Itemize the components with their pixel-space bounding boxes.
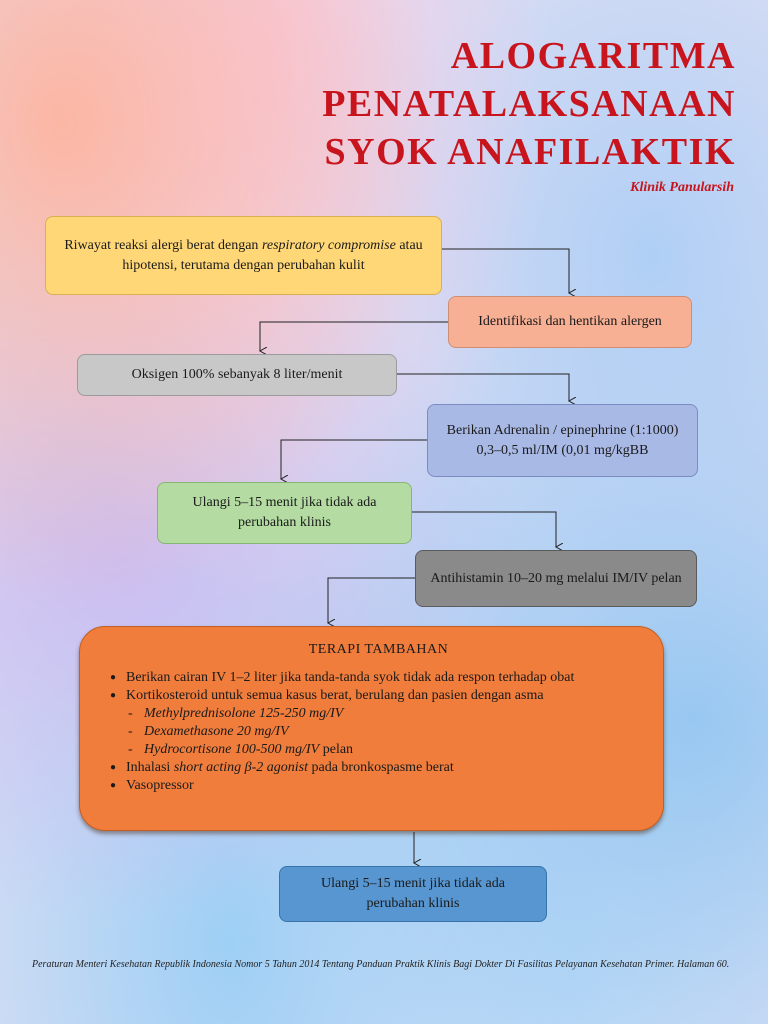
footer-citation: Peraturan Menteri Kesehatan Republik Indonesia Nomor 5 Tahun 2014 Tentang Panduan Praktik Klinis Bagi Dokter Di Fasilitas Pelayanan Kesehatan Primer. Halaman 60.: [32, 959, 730, 970]
therapy-item-corticosteroid: ● Kortikosteroid untuk semua kasus berat, berulang dan pasien dengan asma: [110, 687, 647, 705]
connector-6-7: [328, 578, 415, 623]
clinic-name: Klinik Panularsih: [630, 180, 734, 195]
therapy-sub3-drug: Hydrocortisone 100-500 mg/IV: [144, 742, 320, 757]
step-repeat-1: [157, 482, 412, 544]
connector-2-3: [260, 322, 448, 351]
step5-text: Ulangi 5–15 menit jika tidak ada perubahan klinis: [192, 495, 377, 530]
therapy-item-fluids: ● Berikan cairan IV 1–2 liter jika tanda-tanda syok tidak ada respon terhadap obat: [110, 669, 647, 687]
step1-text-post: atau hipotensi, terutama dengan perubahan kulit: [122, 237, 423, 273]
therapy-sub3-post: pelan: [319, 742, 354, 757]
connector-4-5: [281, 440, 427, 479]
therapy-list: [110, 669, 647, 795]
therapy-item3-italic: short acting β-2 agonist: [173, 760, 308, 775]
step1-text-pre: Riwayat reaksi alergi berat dengan: [64, 237, 262, 253]
therapy-item3-pre: Inhalasi: [126, 760, 174, 775]
step-additional-therapy: [79, 626, 664, 831]
step-allergy-history: [45, 216, 442, 295]
step-adrenaline: [427, 404, 698, 477]
therapy-title: TERAPI TAMBAHAN: [308, 642, 449, 657]
step3-text: Oksigen 100% sebanyak 8 liter/menit: [131, 367, 343, 382]
therapy-sub-hydrocortisone: [110, 741, 647, 759]
step6-text: Antihistamin 10–20 mg melalui IM/IV pelan: [430, 570, 682, 586]
connector-1-2: [442, 249, 569, 293]
step-oxygen: [77, 354, 397, 396]
step-stop-allergen: [448, 296, 692, 348]
step8-text: Ulangi 5–15 menit jika tidak ada perubahan klinis: [321, 876, 505, 911]
connector-5-6: [412, 512, 556, 547]
therapy-item-inhalation: [110, 759, 647, 777]
connector-3-4: [397, 374, 569, 401]
title-line-3: SYOK ANAFILAKTIK: [324, 131, 736, 173]
step2-text: Identifikasi dan hentikan alergen: [478, 314, 662, 329]
step1-text-italic: respiratory compromise: [261, 237, 396, 253]
step-antihistamine: [415, 550, 697, 607]
therapy-item-vasopressor: ● Vasopressor: [110, 777, 647, 795]
step-repeat-2: [279, 866, 547, 922]
therapy-item3-post: pada bronkospasme berat: [307, 760, 454, 775]
therapy-sub-methylprednisolone: - Methylprednisolone 125-250 mg/IV: [110, 705, 647, 723]
step4-text: Berikan Adrenalin / epinephrine (1:1000) 0,3–0,5 ml/IM (0,01 mg/kgBB: [446, 422, 679, 458]
title-line-1: ALOGARITMA: [450, 35, 736, 77]
title-line-2: PENATALAKSANAAN: [322, 83, 736, 125]
therapy-sub-dexamethasone: - Dexamethasone 20 mg/IV: [110, 723, 647, 741]
